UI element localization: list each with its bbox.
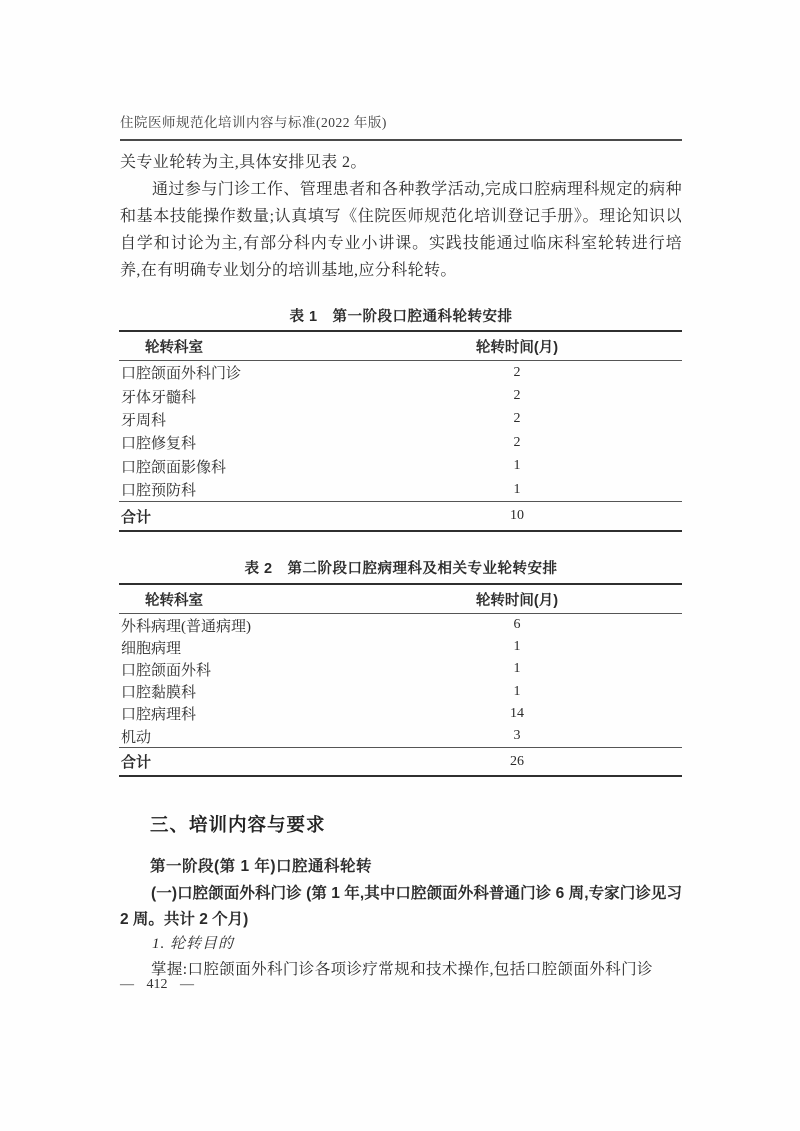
table1-total-label: 合计: [121, 508, 152, 526]
table2-row0-dept: 外科病理(普通病理): [121, 618, 251, 635]
table2-row5-dept: 机动: [121, 729, 152, 746]
table1-total-row: [119, 501, 682, 530]
table1-row0-months: 2: [513, 364, 521, 380]
table-row: [119, 455, 682, 478]
table2-header-dept: 轮转科室: [145, 592, 203, 609]
header-rule: [120, 139, 682, 141]
table2-row3-months: 1: [513, 683, 521, 699]
table2-row2-dept: 口腔颌面外科: [121, 662, 212, 679]
running-header: 住院医师规范化培训内容与标准(2022 年版): [120, 115, 387, 130]
table2-row4-dept: 口腔病理科: [121, 707, 197, 724]
table2-header-row: [119, 585, 682, 614]
table-row: [119, 408, 682, 431]
table2-row3-dept: 口腔黏膜科: [121, 685, 197, 702]
table-row: [119, 614, 682, 636]
table1-header-row: [119, 332, 682, 361]
rotation-purpose-text: 掌握:口腔颌面外科门诊各项诊疗常规和技术操作,包括口腔颌面外科门诊: [151, 961, 653, 978]
intro-continuation-line: 关专业轮转为主,具体安排见表 2。: [120, 154, 367, 171]
table1-row4-dept: 口腔颌面影像科: [121, 459, 227, 476]
table2-header-months: 轮转时间(月): [475, 592, 559, 609]
table1-header-months: 轮转时间(月): [475, 339, 559, 356]
intro-paragraph: 通过参与门诊工作、管理患者和各种教学活动,完成口腔病理科规定的病种和基本技能操作数量;认真填写《住院医师规范化培训登记手册》。理论知识以自学和讨论为主,有部分科内专业小讲课。实践技能通过临床科室轮转进行培养,在有明确专业划分的培训基地,应分科轮转。: [120, 181, 682, 279]
page-number: — 412 —: [120, 977, 194, 992]
table-row: [119, 681, 682, 703]
table-row: [119, 658, 682, 680]
table1-row3-months: 2: [513, 434, 521, 450]
table2-row1-dept: 细胞病理: [121, 640, 182, 657]
table-row: [119, 636, 682, 658]
table-row: [119, 725, 682, 747]
table2-row4-months: 14: [510, 705, 524, 721]
table-row: [119, 703, 682, 725]
table1-rotation-schedule-stage1: [119, 330, 682, 532]
table1-row0-dept: 口腔颌面外科门诊: [121, 366, 242, 383]
table-row: [119, 384, 682, 407]
stage1-subheading: 第一阶段(第 1 年)口腔通科轮转: [150, 858, 373, 875]
table1-header-dept: 轮转科室: [145, 339, 203, 356]
table2-row0-months: 6: [513, 617, 521, 633]
table1-row2-months: 2: [513, 411, 521, 427]
table1-row3-dept: 口腔修复科: [121, 436, 197, 453]
table1-row5-dept: 口腔预防科: [121, 483, 197, 500]
table2-total-value: 26: [510, 753, 524, 769]
table2-row5-months: 3: [513, 728, 521, 744]
table2-rotation-schedule-stage2: [119, 583, 682, 777]
table-row: [119, 431, 682, 454]
table2-row1-months: 1: [513, 639, 521, 655]
table2-total-row: [119, 747, 682, 775]
table1-row4-months: 1: [513, 458, 521, 474]
table1-row2-dept: 牙周科: [121, 412, 167, 429]
table2-title: 表 2 第二阶段口腔病理科及相关专业轮转安排: [244, 561, 558, 577]
table2-row2-months: 1: [513, 661, 521, 677]
rotation-purpose-heading: 1. 轮转目的: [152, 936, 235, 952]
table1-row1-months: 2: [513, 388, 521, 404]
table-row: [119, 361, 682, 384]
table1-total-value: 10: [510, 508, 524, 524]
table1-row1-dept: 牙体牙髓科: [121, 389, 197, 406]
stage1-item1-heading: (一)口腔颌面外科门诊 (第 1 年,其中口腔颌面外科普通门诊 6 周,专家门诊见习 2 周。共计 2 个月): [120, 885, 682, 928]
table2-total-label: 合计: [121, 754, 152, 772]
section-heading: 三、培训内容与要求: [150, 814, 326, 835]
table1-row5-months: 1: [513, 481, 521, 497]
table-row: [119, 478, 682, 501]
table1-title: 表 1 第一阶段口腔通科轮转安排: [289, 309, 513, 325]
